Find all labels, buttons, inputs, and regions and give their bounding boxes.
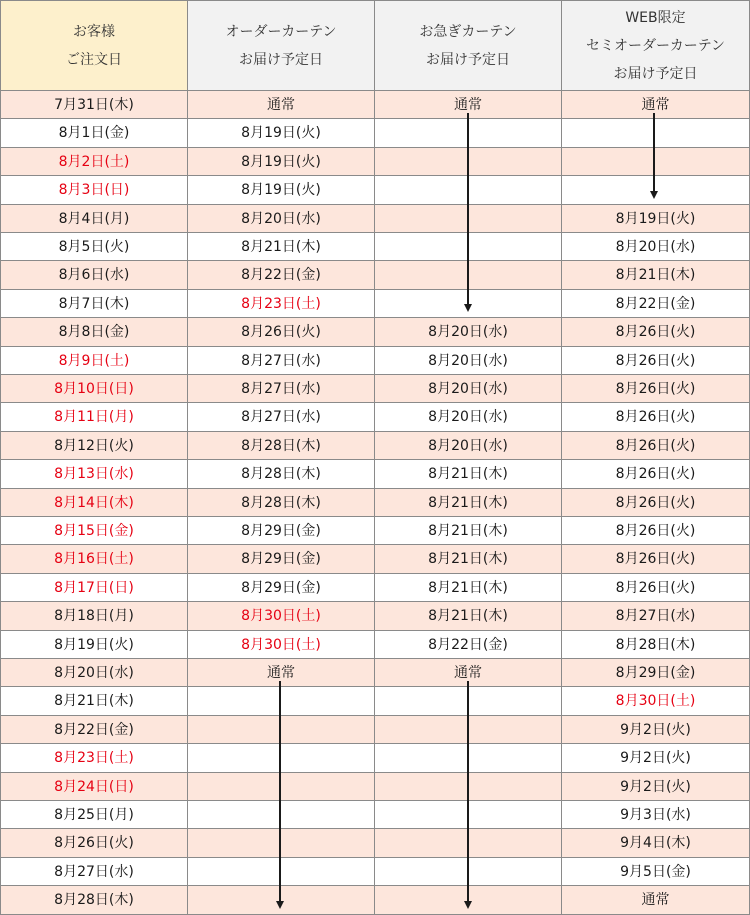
order-curtain-delivery-cell: 8月27日(水) bbox=[188, 403, 375, 432]
order-date-cell: 8月12日(火) bbox=[0, 432, 188, 460]
order-curtain-delivery-cell: 8月20日(水) bbox=[188, 205, 375, 233]
header-line: お届け予定日 bbox=[239, 51, 323, 68]
web-semi-order-delivery-cell: 9月5日(金) bbox=[562, 858, 750, 886]
order-date-cell: 8月9日(土) bbox=[0, 347, 188, 375]
web-semi-order-delivery-cell: 8月26日(火) bbox=[562, 574, 750, 602]
order-date-cell: 8月21日(木) bbox=[0, 687, 188, 716]
order-date-cell: 8月22日(金) bbox=[0, 716, 188, 744]
order-date-cell: 8月3日(日) bbox=[0, 176, 188, 205]
header-line: お急ぎカーテン bbox=[419, 23, 517, 40]
express-curtain-delivery-cell: 8月20日(水) bbox=[375, 318, 562, 347]
express-curtain-delivery-cell: 8月20日(水) bbox=[375, 403, 562, 432]
header-line: お客様 bbox=[73, 23, 115, 40]
order-date-cell: 8月24日(日) bbox=[0, 773, 188, 801]
order-curtain-delivery-cell bbox=[188, 773, 375, 801]
arrow-head bbox=[464, 901, 472, 909]
web-semi-order-delivery-cell: 8月22日(金) bbox=[562, 290, 750, 318]
arrow-shaft bbox=[467, 681, 469, 902]
web-semi-order-delivery-cell: 8月30日(土) bbox=[562, 687, 750, 716]
order-date-cell: 8月17日(日) bbox=[0, 574, 188, 602]
web-semi-order-delivery-cell: 8月28日(木) bbox=[562, 631, 750, 659]
express-curtain-delivery-cell: 8月21日(木) bbox=[375, 460, 562, 489]
order-curtain-delivery-cell bbox=[188, 716, 375, 744]
order-date-cell: 8月25日(月) bbox=[0, 801, 188, 829]
order-curtain-delivery-cell: 8月19日(火) bbox=[188, 119, 375, 148]
web-semi-order-delivery-cell: 8月26日(火) bbox=[562, 489, 750, 517]
web-semi-order-delivery-cell: 通常 bbox=[562, 91, 750, 119]
order-curtain-delivery-cell: 8月26日(火) bbox=[188, 318, 375, 347]
express-curtain-delivery-cell: 8月21日(木) bbox=[375, 489, 562, 517]
order-date-cell: 8月11日(月) bbox=[0, 403, 188, 432]
express-curtain-delivery-cell: 8月21日(木) bbox=[375, 517, 562, 545]
order-date-cell: 8月27日(水) bbox=[0, 858, 188, 886]
header-line: ご注文日 bbox=[66, 51, 122, 68]
web-semi-order-delivery-cell: 8月26日(火) bbox=[562, 403, 750, 432]
web-semi-order-delivery-cell: 通常 bbox=[562, 886, 750, 915]
arrow-shaft bbox=[279, 681, 281, 902]
order-curtain-delivery-cell: 8月28日(木) bbox=[188, 432, 375, 460]
web-semi-order-delivery-cell: 9月2日(火) bbox=[562, 744, 750, 773]
express-curtain-delivery-cell: 8月20日(水) bbox=[375, 432, 562, 460]
order-curtain-delivery-cell: 8月29日(金) bbox=[188, 517, 375, 545]
order-curtain-delivery-cell bbox=[188, 687, 375, 716]
express-curtain-delivery-cell: 通常 bbox=[375, 659, 562, 687]
order-curtain-delivery-cell: 8月28日(木) bbox=[188, 489, 375, 517]
order-date-cell: 8月18日(月) bbox=[0, 602, 188, 631]
order-curtain-delivery-cell: 8月21日(木) bbox=[188, 233, 375, 261]
order-date-cell: 8月19日(火) bbox=[0, 631, 188, 659]
order-curtain-delivery-cell: 8月19日(火) bbox=[188, 176, 375, 205]
express-curtain-delivery-cell: 通常 bbox=[375, 91, 562, 119]
web-semi-order-delivery-cell: 8月26日(火) bbox=[562, 375, 750, 403]
header-line: お届け予定日 bbox=[613, 65, 698, 82]
web-semi-order-delivery-cell: 8月26日(火) bbox=[562, 545, 750, 574]
arrow-head bbox=[650, 191, 658, 199]
web-semi-order-delivery-cell: 8月26日(火) bbox=[562, 347, 750, 375]
order-date-cell: 8月15日(金) bbox=[0, 517, 188, 545]
web-semi-order-delivery-cell: 8月29日(金) bbox=[562, 659, 750, 687]
express-curtain-delivery-cell: 8月21日(木) bbox=[375, 602, 562, 631]
web-semi-order-delivery-cell: 8月26日(火) bbox=[562, 517, 750, 545]
order-date-cell: 8月4日(月) bbox=[0, 205, 188, 233]
header-line: セミオーダーカーテン bbox=[585, 37, 726, 54]
order-date-cell: 7月31日(木) bbox=[0, 91, 188, 119]
order-curtain-delivery-cell: 8月29日(金) bbox=[188, 574, 375, 602]
web-semi-order-delivery-cell: 8月21日(木) bbox=[562, 261, 750, 290]
order-curtain-delivery-cell bbox=[188, 829, 375, 858]
order-curtain-delivery-cell: 8月30日(土) bbox=[188, 631, 375, 659]
order-curtain-delivery-cell: 8月23日(土) bbox=[188, 290, 375, 318]
arrow-shaft bbox=[653, 113, 655, 192]
express-curtain-delivery-cell: 8月21日(木) bbox=[375, 545, 562, 574]
order-curtain-delivery-cell: 8月27日(水) bbox=[188, 375, 375, 403]
order-curtain-delivery-cell: 通常 bbox=[188, 91, 375, 119]
order-date-cell: 8月20日(水) bbox=[0, 659, 188, 687]
arrow-head bbox=[276, 901, 284, 909]
web-semi-order-delivery-cell: 8月26日(火) bbox=[562, 318, 750, 347]
express-curtain-delivery-cell: 8月20日(水) bbox=[375, 347, 562, 375]
order-date-cell: 8月7日(木) bbox=[0, 290, 188, 318]
web-semi-order-delivery-cell: 9月2日(火) bbox=[562, 716, 750, 744]
web-semi-order-delivery-cell: 8月26日(火) bbox=[562, 432, 750, 460]
web-semi-order-delivery-cell: 9月4日(木) bbox=[562, 829, 750, 858]
order-date-cell: 8月8日(金) bbox=[0, 318, 188, 347]
order-date-cell: 8月10日(日) bbox=[0, 375, 188, 403]
order-curtain-delivery-cell bbox=[188, 858, 375, 886]
order-curtain-delivery-cell bbox=[188, 744, 375, 773]
order-curtain-delivery-cell: 8月19日(火) bbox=[188, 148, 375, 176]
header-line: WEB限定 bbox=[625, 9, 686, 26]
express-curtain-delivery-cell: 8月20日(水) bbox=[375, 375, 562, 403]
web-semi-order-delivery-cell: 8月19日(火) bbox=[562, 205, 750, 233]
order-curtain-delivery-cell: 8月22日(金) bbox=[188, 261, 375, 290]
order-date-cell: 8月14日(木) bbox=[0, 489, 188, 517]
order-date-cell: 8月26日(火) bbox=[0, 829, 188, 858]
express-curtain-delivery-cell: 8月21日(木) bbox=[375, 574, 562, 602]
web-semi-order-delivery-cell: 8月27日(水) bbox=[562, 602, 750, 631]
web-semi-order-delivery-cell bbox=[562, 148, 750, 176]
web-semi-order-delivery-cell: 9月2日(火) bbox=[562, 773, 750, 801]
order-curtain-delivery-cell: 通常 bbox=[188, 659, 375, 687]
header-web-semi-order-delivery bbox=[562, 0, 750, 91]
web-semi-order-delivery-cell: 8月26日(火) bbox=[562, 460, 750, 489]
order-curtain-delivery-cell bbox=[188, 801, 375, 829]
order-curtain-delivery-cell: 8月29日(金) bbox=[188, 545, 375, 574]
order-curtain-delivery-cell: 8月27日(水) bbox=[188, 347, 375, 375]
order-curtain-delivery-cell: 8月30日(土) bbox=[188, 602, 375, 631]
order-curtain-delivery-cell: 8月28日(木) bbox=[188, 460, 375, 489]
order-date-cell: 8月1日(金) bbox=[0, 119, 188, 148]
order-date-cell: 8月6日(水) bbox=[0, 261, 188, 290]
header-order-date bbox=[0, 0, 188, 91]
arrow-shaft bbox=[467, 113, 469, 305]
web-semi-order-delivery-cell: 8月20日(水) bbox=[562, 233, 750, 261]
order-date-cell: 8月16日(土) bbox=[0, 545, 188, 574]
header-line: オーダーカーテン bbox=[225, 23, 337, 40]
express-curtain-delivery-cell: 8月22日(金) bbox=[375, 631, 562, 659]
order-date-cell: 8月2日(土) bbox=[0, 148, 188, 176]
order-date-cell: 8月28日(木) bbox=[0, 886, 188, 915]
arrow-head bbox=[464, 304, 472, 312]
order-date-cell: 8月5日(火) bbox=[0, 233, 188, 261]
web-semi-order-delivery-cell bbox=[562, 119, 750, 148]
header-express-curtain-delivery bbox=[375, 0, 562, 91]
order-date-cell: 8月13日(水) bbox=[0, 460, 188, 489]
header-order-curtain-delivery bbox=[188, 0, 375, 91]
header-line: お届け予定日 bbox=[426, 51, 510, 68]
web-semi-order-delivery-cell: 9月3日(水) bbox=[562, 801, 750, 829]
order-date-cell: 8月23日(土) bbox=[0, 744, 188, 773]
